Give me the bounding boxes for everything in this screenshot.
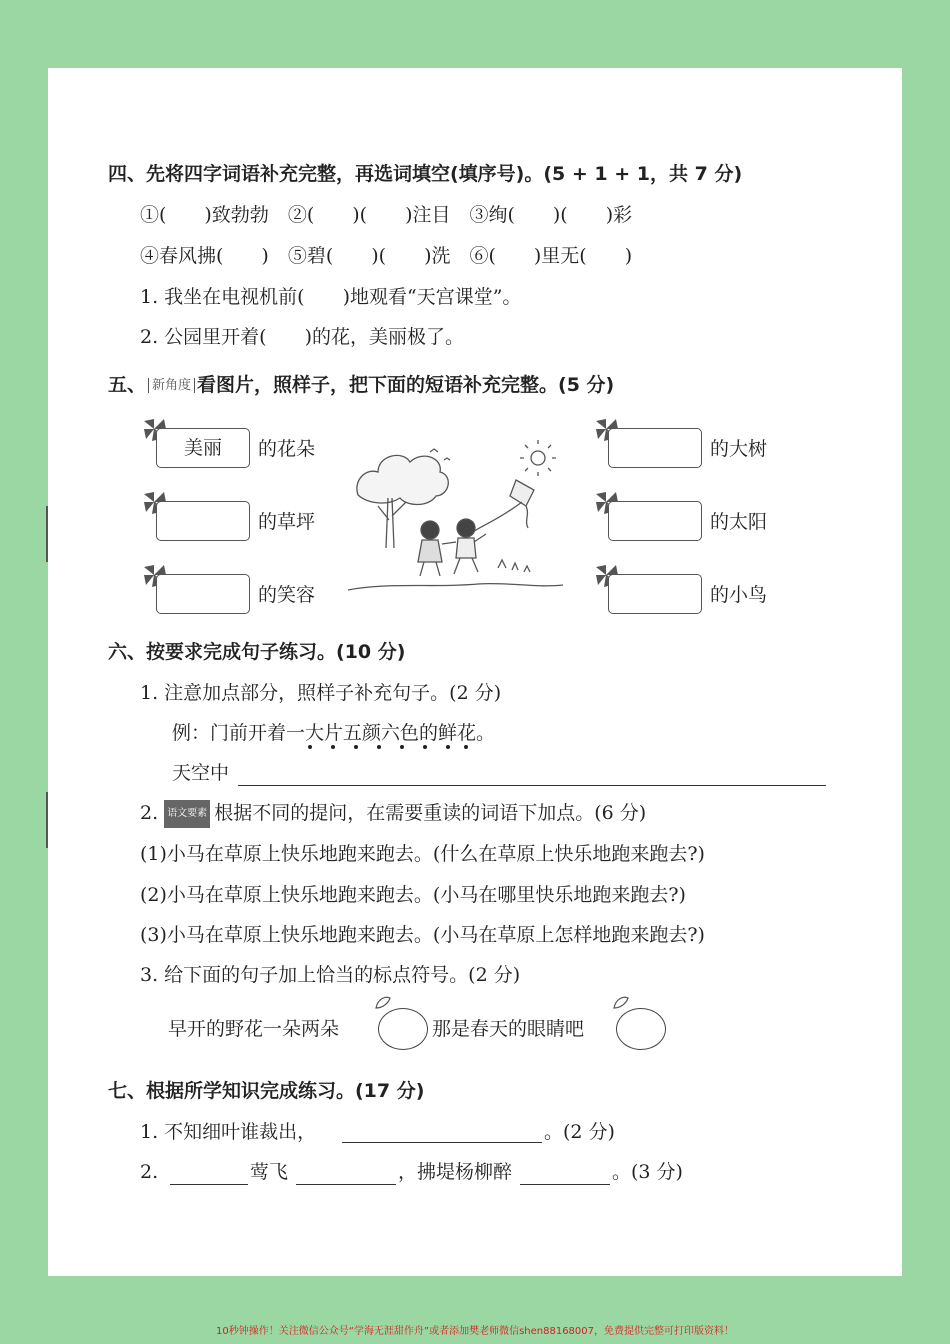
section7-q2-suffix: 。(3 分) [612,1161,683,1183]
section4-heading: 四、先将四字词语补充完整，再选词填空(填序号)。(5 + 1 + 1，共 7 分) [108,163,743,185]
phrase-label: 的太阳 [710,511,768,533]
leaf-icon [610,994,632,1012]
answer-box[interactable] [608,574,702,614]
q2-item: (3)小马在草原上快乐地跑来跑去。(小马在草原上怎样地跑来跑去?) [140,924,705,946]
footer-promo-text: 10秒钟操作！关注微信公众号“学海无涯甜作舟”或者添加樊老师微信shen88168007，免费提供完整可打印版资料！ [215,1326,735,1337]
answer-line[interactable] [342,1142,542,1143]
section7-q2-mid1: 莺飞 [250,1161,289,1183]
section7-q2-mid2: ，拂堤杨柳醉 [398,1161,513,1183]
phrase-label: 的花朵 [258,438,316,460]
answer-box[interactable] [156,501,250,541]
punctuation-sentence-part2: 那是春天的眼睛吧 [432,1018,585,1040]
section4-row1: ①( )致勃勃 ②( )( )注目 ③绚( )( )彩 [140,204,633,226]
section5-heading-text: 看图片，照样子，把下面的短语补充完整。(5 分) [197,374,615,396]
section4-q1: 1. 我坐在电视机前( )地观看“天宫课堂”。 [140,286,522,308]
section6-q3: 3. 给下面的句子加上恰当的标点符号。(2 分) [140,964,521,986]
answer-box[interactable] [608,501,702,541]
leaf-icon [372,994,394,1012]
answer-line[interactable] [238,785,826,786]
emphasis-dot [377,745,381,749]
section6-q1: 1. 注意加点部分，照样子补充句子。(2 分) [140,682,502,704]
q2-item: (2)小马在草原上快乐地跑来跑去。(小马在哪里快乐地跑来跑去?) [140,884,686,906]
language-element-badge: 语文要素 [164,800,210,828]
punctuation-sentence-part1: 早开的野花一朵两朵 [168,1018,340,1040]
section5-heading [108,372,614,399]
emphasis-dot [308,745,312,749]
emphasis-dot [423,745,427,749]
section6-example: 例：门前开着一大片五颜六色的鲜花。 [172,722,496,744]
question-text: 根据不同的提问，在需要重读的词语下加点。(6 分) [214,802,647,824]
section6-q2 [140,800,646,828]
fill-prefix: 天空中 [172,762,230,784]
phrase-label: 的小鸟 [710,584,768,606]
answer-box[interactable] [156,574,250,614]
section5-heading-prefix: 五、 [108,374,147,396]
section7-q1-suffix: 。(2 分) [544,1121,615,1143]
punctuation-circle[interactable] [616,1008,666,1050]
punctuation-circle[interactable] [378,1008,428,1050]
section4-q2: 2. 公园里开着( )的花，美丽极了。 [140,326,464,348]
section4-row2: ④春风拂( ) ⑤碧( )( )洗 ⑥( )里无( ) [140,245,633,267]
new-angle-tag: 新角度 [148,378,195,393]
emphasis-dot [331,745,335,749]
emphasis-dot [400,745,404,749]
section6-heading: 六、按要求完成句子练习。(10 分) [108,641,406,663]
answer-line[interactable] [170,1184,248,1185]
section7-heading: 七、根据所学知识完成练习。(17 分) [108,1080,425,1102]
answer-box[interactable] [608,428,702,468]
phrase-label: 的大树 [710,438,768,460]
answer-line[interactable] [296,1184,396,1185]
example-answer-box: 美丽 [156,428,250,468]
question-number: 2. [140,802,159,824]
q2-item: (1)小马在草原上快乐地跑来跑去。(什么在草原上快乐地跑来跑去?) [140,843,705,865]
section7-q1-prefix: 1. 不知细叶谁裁出， [140,1121,317,1143]
section7-q2-num: 2. [140,1161,159,1183]
kids-flying-kite-illustration [348,440,563,600]
phrase-label: 的草坪 [258,511,316,533]
emphasis-dot [354,745,358,749]
emphasis-dot [446,745,450,749]
phrase-label: 的笑容 [258,584,316,606]
answer-line[interactable] [520,1184,610,1185]
emphasis-dot [464,745,468,749]
